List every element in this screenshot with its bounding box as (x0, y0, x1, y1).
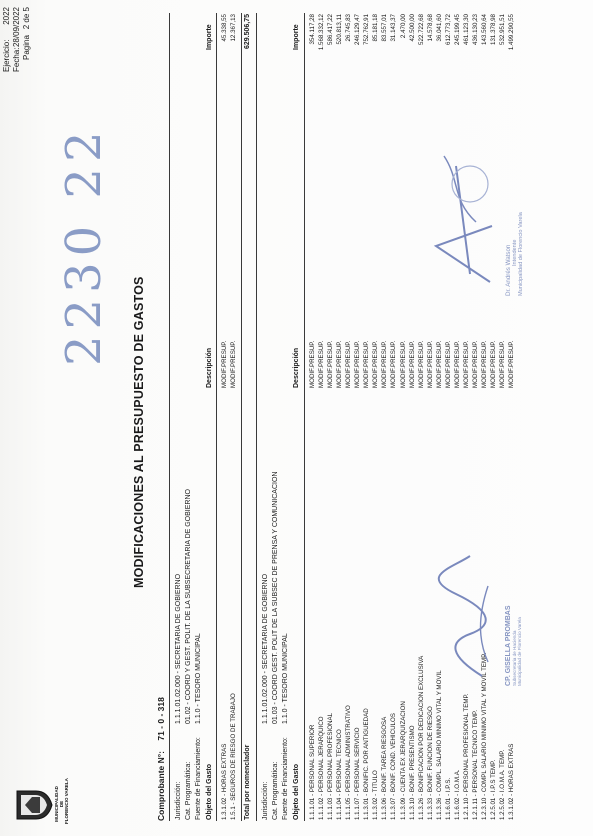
fuente-value: 1.1.0 - TESORO MUNICIPAL (282, 633, 289, 724)
importe-cell: 2.470,00 (399, 14, 407, 39)
org-line-1: MUNICIPALIDAD (54, 786, 59, 822)
pagina-row (22, 7, 34, 72)
objeto-cell: 1.1.3.10 - BONIF. PRESENTISMO (408, 725, 416, 820)
left-signature (430, 546, 540, 686)
org-name-block (54, 778, 69, 824)
table-row (230, 14, 240, 820)
importe-cell: 85.181,18 (372, 14, 380, 42)
page-title: MODIFICACIONES AL PRESUPUESTO DE GASTOS (132, 276, 146, 588)
objeto-cell: 1.1.3.06 - BONIF. TAREA RIESGOSA (381, 716, 389, 820)
importe-cell: 436.130,23 (471, 14, 479, 45)
handwritten-signature-left (430, 546, 500, 686)
section2-header-divider (304, 13, 305, 821)
divider-section2 (256, 13, 257, 821)
total-value: 629.506,75 (244, 14, 251, 50)
objeto-cell: 1.1.6.02 - I.O.M.A. (453, 769, 461, 820)
objeto-cell: 1.2.5.01 - I.P.S TEMP. (490, 759, 497, 820)
right-signature-name: Dr. Andrés Watson (505, 244, 512, 296)
left-signature-title: Subsecretaria de Hacienda (512, 630, 517, 686)
importe-cell: 520.813,11 (336, 14, 344, 45)
importe-cell: 36.041,60 (435, 14, 443, 42)
descripcion-cell: MODIF.PRESUP. (490, 340, 497, 388)
objeto-cell: 1.2.1.10 - PERSONAL PROFESIONAL TEMP. (462, 693, 470, 820)
cat-programatica-label: Cat. Programática: (272, 761, 279, 820)
table-row (508, 14, 518, 820)
objeto-cell: 1.1.6.01 - I.P.S. (444, 777, 452, 820)
objeto-cell: 1.1.1.04 - PERSONAL TECNICO (336, 729, 344, 820)
right-signature-title: Intendente (512, 239, 518, 266)
section1-header-divider (216, 13, 217, 821)
descripcion-cell: MODIF.PRESUP. (381, 340, 389, 388)
handwritten-signature-right (430, 146, 500, 296)
objeto-cell: 1.1.1.01 - PERSONAL SUPERIOR (309, 724, 316, 820)
divider-top (169, 13, 170, 821)
objeto-cell: 1.1.1.05 - PERSONAL ADMINISTRATIVO (345, 705, 353, 820)
descripcion-cell: MODIF.PRESUP. (435, 340, 443, 388)
objeto-cell: 1.1.3.36 - COMPL. SALARIO MINIMO VITAL Y MOVIL (435, 670, 443, 820)
objeto-cell: 1.1.1.02 - PERSONAL JERARQUICO (318, 716, 326, 820)
right-signature-org: Municipalidad de Florencio Varela (518, 212, 524, 296)
importe-cell: 461.123,30 (462, 14, 470, 45)
org-line-3: FLORENCIO VARELA (64, 778, 69, 824)
col-importe-header: Importe (293, 24, 300, 50)
pagina-value: 2 de 5 (22, 7, 31, 30)
descripcion-cell: MODIF.PRESUP. (363, 340, 371, 388)
stamp-number: 2230 22 (56, 125, 112, 366)
descripcion-cell: MODIF.PRESUP. (471, 340, 479, 388)
col-descripcion-header: Descripción (293, 347, 300, 388)
col-descripcion-header: Descripción (206, 347, 213, 388)
fecha-label: Fecha: (12, 47, 21, 72)
left-signature-org: Municipalidad de Florencio Varela (517, 617, 522, 686)
descripcion-cell: MODIF.PRESUP. (354, 340, 362, 388)
right-signature (430, 146, 530, 296)
descripcion-cell: MODIF.PRESUP. (480, 340, 488, 388)
descripcion-cell: MODIF.PRESUP. (372, 340, 380, 388)
importe-cell: 354.117,28 (309, 14, 316, 45)
fuente-label: Fuente de Financiamiento: (195, 737, 202, 820)
descripcion-cell: MODIF.PRESUP. (390, 340, 398, 388)
total-label: Total por nomenclador (244, 744, 251, 820)
jurisdiccion-label: Jurisdicción: (175, 781, 182, 820)
descripcion-cell: MODIF.PRESUP. (336, 340, 344, 388)
descripcion-cell: MODIF.PRESUP. (408, 340, 416, 388)
descripcion-cell: MODIF.PRESUP. (318, 340, 326, 388)
shield-icon (14, 788, 54, 822)
importe-cell: 42.500,00 (408, 14, 416, 42)
importe-cell: 45.338,55 (221, 14, 228, 42)
col-importe-header: Importe (206, 24, 213, 50)
objeto-cell: 1.1.3.26 - BONIFICACION POR DEDICACION EXCLUSIVA (417, 655, 425, 820)
objeto-cell: 1.5.1 - SEGUROS DE RIESGO DE TRABAJO (230, 693, 237, 820)
objeto-cell: 1.1.3.01 - BONIFIC. POR ANTIGUEDAD (363, 708, 371, 820)
left-signature-name: CP. GISELLA PROMBAS (505, 605, 512, 686)
ejercicio-value: 2022 (2, 7, 11, 25)
importe-cell: 143.560,64 (480, 14, 488, 45)
objeto-cell: 1.1.1.03 - PERSONAL PROFESIONAL (327, 712, 335, 820)
jurisdiccion-label: Jurisdicción: (262, 781, 269, 820)
descripcion-cell: MODIF.PRESUP. (230, 340, 237, 388)
descripcion-cell: MODIF.PRESUP. (309, 340, 316, 388)
org-line-2: DE (59, 800, 64, 808)
descripcion-cell: MODIF.PRESUP. (462, 340, 470, 388)
municipal-logo (14, 788, 54, 822)
cat-programatica-value: 01.02 - COORD Y GEST. POLIT. DE LA SUBSECRETARIA DE GOBIERNO (185, 489, 192, 724)
total-row (244, 14, 254, 820)
importe-cell: 612.773,72 (444, 14, 452, 45)
pagina-label: Pagina (22, 35, 31, 60)
importe-cell: 1.568.332,12 (318, 14, 326, 51)
importe-cell: 586.417,22 (327, 14, 335, 45)
importe-cell: 131.378,98 (490, 14, 497, 45)
importe-cell: 245.199,45 (453, 14, 461, 45)
objeto-cell: 1.2.5.02 - I.O.M.A. TEMP. (499, 749, 507, 820)
importe-cell: 1.499.290,55 (508, 14, 516, 51)
descripcion-cell: MODIF.PRESUP. (444, 340, 452, 388)
objeto-cell: 1.1.3.07 - BONIF. COND. VEHICULOS (390, 713, 398, 820)
objeto-cell: 1.1.3.02 - TITULO (372, 770, 380, 820)
comprobante-value: 71 - 0 - 318 (156, 697, 166, 741)
cat-programatica-label: Cat. Programática: (185, 761, 192, 820)
descripcion-cell: MODIF.PRESUP. (426, 340, 434, 388)
total-divider (241, 13, 242, 821)
importe-cell: 532.951,51 (499, 14, 507, 45)
importe-cell: 83.557,01 (381, 14, 389, 42)
objeto-cell: 1.2.1.11 - PERSONAL TECNICO TEMP. (471, 709, 479, 820)
descripcion-cell: MODIF.PRESUP. (417, 340, 425, 388)
importe-cell: 14.578,68 (426, 14, 434, 42)
objeto-cell: 1.2.3.10 - COMPL SALARIO MINIMO VITAL Y MOVIL TEMP. (480, 652, 488, 820)
descripcion-cell: MODIF.PRESUP. (508, 340, 516, 388)
fuente-value: 1.1.0 - TESORO MUNICIPAL (195, 633, 202, 724)
fuente-label: Fuente de Financiamiento: (282, 737, 289, 820)
importe-cell: 26.745,83 (345, 14, 353, 42)
importe-cell: 246.129,47 (354, 14, 362, 45)
importe-cell: 12.367,13 (230, 14, 237, 42)
comprobante-label: Comprobante N°: (156, 751, 166, 821)
descripcion-cell: MODIF.PRESUP. (499, 340, 507, 388)
descripcion-cell: MODIF.PRESUP. (327, 340, 335, 388)
importe-cell: 522.722,68 (417, 14, 425, 45)
cat-programatica-value: 01.03 - COORD GEST. POLIT DE LA SUBSEC DE PRENSA Y COMUNICACION (272, 471, 279, 724)
descripcion-cell: MODIF.PRESUP. (453, 340, 461, 388)
descripcion-cell: MODIF.PRESUP. (345, 340, 353, 388)
objeto-cell: 1.1.1.07 - PERSONAL SERVICIO (354, 727, 362, 820)
importe-cell: 31.143,37 (390, 14, 398, 42)
descripcion-cell: MODIF.PRESUP. (399, 340, 407, 388)
objeto-cell: 1.1.3.33 - BONIF. FUNCION DE RIESGO (426, 706, 434, 820)
comprobante (156, 697, 166, 821)
jurisdiccion-value: 1.1.1.01.02.000 - SECRETARIA DE GOBIERNO (175, 573, 182, 724)
descripcion-cell: MODIF.PRESUP. (221, 340, 228, 388)
section1-header (175, 20, 225, 820)
objeto-cell: 1.1.3.09 - CUENTA EX JERARQUIZACION (399, 701, 407, 820)
ejercicio-label: Ejercicio: (2, 39, 11, 72)
objeto-cell: 1.3.1.02 - HORAS EXTRAS (508, 743, 516, 820)
col-objeto-header: Objeto del Gasto (206, 763, 213, 820)
fecha-value: 28/09/2022 (12, 7, 21, 48)
importe-cell: 752.762,91 (363, 14, 371, 45)
col-objeto-header: Objeto del Gasto (293, 763, 300, 820)
jurisdiccion-value: 1.1.1.01.02.000 - SECRETARIA DE GOBIERNO (262, 573, 269, 724)
objeto-cell: 1.3.1.02 - HORAS EXTRAS (221, 743, 228, 820)
